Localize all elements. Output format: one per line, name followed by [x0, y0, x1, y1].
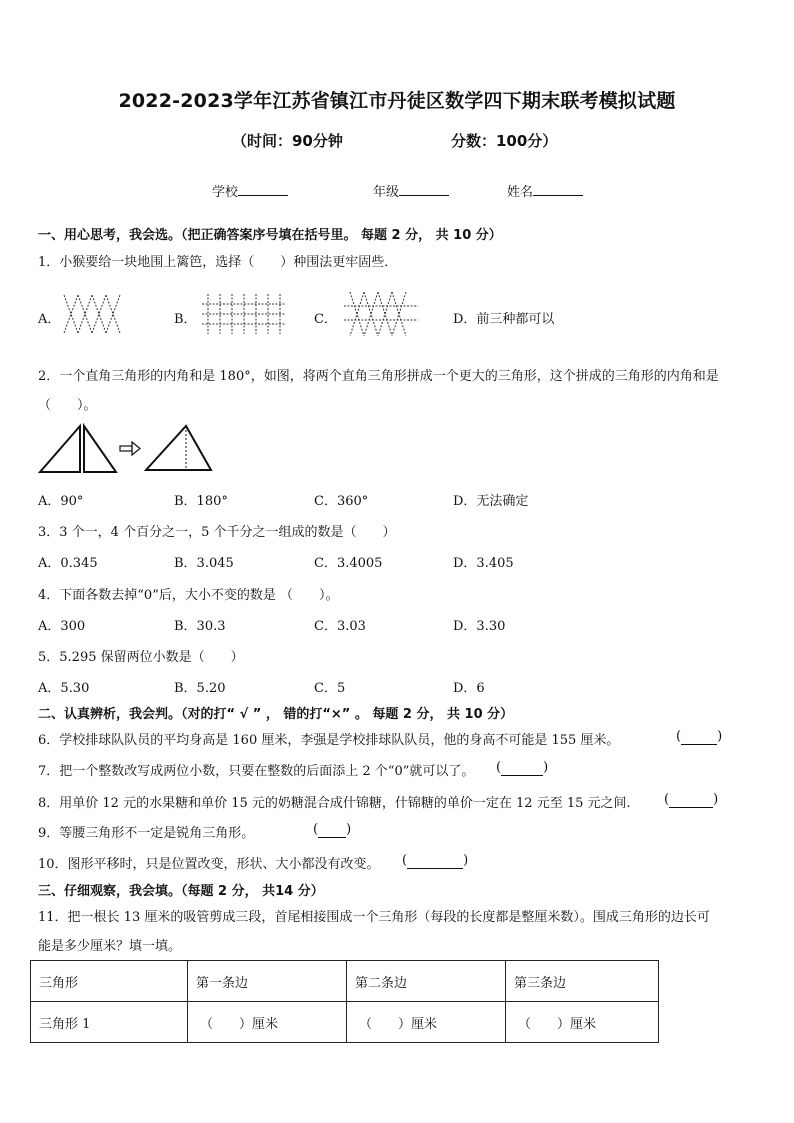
q3-option-c: C．3.4005 — [314, 556, 383, 571]
answer-cell[interactable]: （ ）厘米 — [188, 1002, 347, 1043]
triangles-combine-figure — [36, 420, 221, 476]
answer-cell[interactable]: （ ）厘米 — [347, 1002, 506, 1043]
question-3: 3．3 个一，4 个百分之一，5 个千分之一组成的数是（ ） — [38, 525, 396, 540]
table-header-cell: 三角形 — [31, 961, 188, 1002]
q3-option-b: B．3.045 — [174, 556, 234, 571]
name-blank[interactable] — [533, 195, 583, 196]
grade-label: 年级 — [373, 185, 400, 200]
q2-option-a: A．90° — [38, 494, 84, 509]
school-label: 学校 — [212, 185, 239, 200]
q7-answer-blank[interactable]: ( ) — [496, 760, 549, 775]
q4-option-d: D．3.30 — [453, 619, 506, 634]
q10-answer-blank[interactable]: ( ) — [402, 853, 469, 868]
q4-option-b: B．30.3 — [174, 619, 226, 634]
school-field — [212, 181, 288, 200]
name-label: 姓名 — [507, 185, 534, 200]
fence-diagonal-cross-figure — [62, 292, 124, 336]
q5-option-c: C．5 — [314, 681, 346, 696]
section-3-heading: 三、仔细观察，我会填。（每题 2 分， 共14 分） — [38, 884, 324, 899]
q5-option-b: B．5.20 — [174, 681, 226, 696]
school-blank[interactable] — [238, 195, 288, 196]
arrow-right-icon — [120, 442, 140, 455]
grade-blank[interactable] — [399, 195, 449, 196]
question-6: 6．学校排球队队员的平均身高是 160 厘米，李强是学校排球队队员，他的身高不可能是 155 厘米。 — [38, 733, 620, 748]
question-11: 11．把一根长 13 厘米的吸管剪成三段，首尾相接围成一个三角形（每段的长度都是整厘米数）。围成三角形的边长可 — [38, 910, 710, 925]
table-header-cell: 第一条边 — [188, 961, 347, 1002]
question-2-continued: （ ）。 — [38, 398, 97, 413]
q6-answer-blank[interactable]: ( ) — [676, 729, 723, 744]
table-header-row — [31, 961, 659, 1002]
fence-grid-figure — [200, 292, 288, 336]
question-8: 8．用单价 12 元的水果糖和单价 15 元的奶糖混合成什锦糖，什锦糖的单价一定在 12 元至 15 元之间. — [38, 796, 631, 811]
exam-time: （时间：90分钟 — [232, 132, 343, 150]
triangle-sides-table — [30, 960, 659, 1043]
q2-option-d: D．无法确定 — [453, 494, 529, 509]
q1-option-b-label: B． — [174, 312, 197, 327]
section-2-heading: 二、认真辨析，我会判。（对的打“ √ ” ， 错的打“×” 。 每题 2 分， 共 10 分） — [38, 707, 514, 722]
q2-option-c: C．360° — [314, 494, 369, 509]
answer-cell[interactable]: （ ）厘米 — [506, 1002, 659, 1043]
q9-answer-blank[interactable]: ( ) — [313, 822, 352, 837]
table-cell: 三角形 1 — [31, 1002, 188, 1043]
question-2: 2．一个直角三角形的内角和是 180°，如图，将两个直角三角形拼成一个更大的三角形，这个拼成的三角形的内角和是 — [38, 369, 719, 384]
q8-answer-blank[interactable]: ( ) — [664, 792, 719, 807]
question-1: 1．小猴要给一块地围上篱笆，选择（ ）种围法更牢固些． — [38, 255, 398, 270]
page-title: 2022-2023学年江苏省镇江市丹徒区数学四下期末联考模拟试题 — [118, 90, 676, 112]
fence-cross-with-rails-figure — [342, 290, 422, 338]
name-field — [507, 181, 583, 200]
question-11-continued: 能是多少厘米？填一填。 — [38, 939, 182, 954]
q5-option-a: A．5.30 — [38, 681, 90, 696]
grade-field — [373, 181, 449, 200]
table-row — [31, 1002, 659, 1043]
q1-option-c-label: C． — [314, 312, 337, 327]
question-9: 9．等腰三角形不一定是锐角三角形。 — [38, 826, 255, 841]
question-5: 5．5.295 保留两位小数是（ ） — [38, 650, 244, 665]
q3-option-d: D．3.405 — [453, 556, 514, 571]
q5-option-d: D．6 — [453, 681, 485, 696]
q3-option-a: A．0.345 — [38, 556, 98, 571]
table-header-cell: 第三条边 — [506, 961, 659, 1002]
q4-option-a: A．300 — [38, 619, 86, 634]
section-1-heading: 一、用心思考，我会选。（把正确答案序号填在括号里。 每题 2 分， 共 10 分） — [38, 228, 502, 243]
q1-option-a-label: A． — [38, 312, 61, 327]
question-10: 10．图形平移时，只是位置改变，形状、大小都没有改变。 — [38, 857, 380, 872]
q1-option-d: D．前三种都可以 — [453, 312, 555, 327]
q4-option-c: C．3.03 — [314, 619, 366, 634]
q2-option-b: B．180° — [174, 494, 228, 509]
table-header-cell: 第二条边 — [347, 961, 506, 1002]
exam-score: 分数：100分） — [451, 132, 558, 150]
question-4: 4．下面各数去掉“0”后，大小不变的数是 （ ）。 — [38, 588, 339, 603]
question-7: 7．把一个整数改写成两位小数，只要在整数的后面添上 2 个“0”就可以了。 — [38, 764, 475, 779]
